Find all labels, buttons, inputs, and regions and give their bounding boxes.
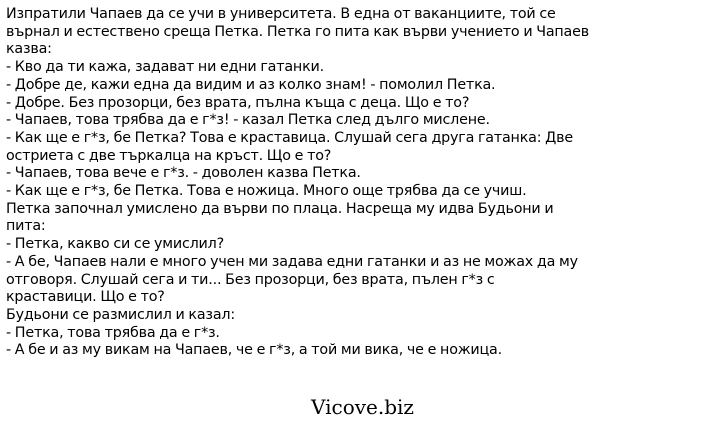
joke-line: - Как ще е г*з, бе Петка. Това е ножица. Много още трябва да се учиш. (6, 183, 527, 200)
joke-line: върнал и естествено среща Петка. Петка го пита как върви учението и Чапаев (6, 23, 589, 40)
joke-line: - Кво да ти кажа, задават ни едни гатанки. (6, 59, 324, 76)
joke-line: - Как ще е г*з, бе Петка? Това е краставица. Слушай сега друга гатанка: Две (6, 129, 573, 146)
joke-line: Будьони се размислил и казал: (6, 306, 235, 323)
joke-line: казва: (6, 41, 52, 58)
joke-line: - Добре. Без прозорци, без врата, пълна къща с деца. Що е то? (6, 94, 470, 111)
joke-line: - Чапаев, това вече е г*з. - доволен казва Петка. (6, 165, 361, 182)
joke-line: отговоря. Слушай сега и ти... Без прозорци, без врата, пълен г*з с (6, 271, 495, 288)
joke-line: - Петка, какво си се умислил? (6, 236, 224, 253)
joke-line: краставици. Що е то? (6, 289, 165, 306)
joke-line: Петка започнал умислено да върви по плаца. Насреща му идва Будьони и (6, 200, 554, 217)
joke-line: - Чапаев, това трябва да е г*з! - казал Петка след дълго мислене. (6, 112, 490, 129)
joke-line: Изпратили Чапаев да се учи в университета. В една от ваканциите, той се (6, 6, 556, 22)
joke-line: - Добре де, кажи една да видим и аз колко знам! - помолил Петка. (6, 76, 496, 93)
joke-line: - Петка, това трябва да е г*з. (6, 324, 220, 341)
joke-line: остриета с две търкалца на кръст. Що е то? (6, 147, 332, 164)
joke-line: - А бе и аз му викам на Чапаев, че е г*з, а той ми вика, че е ножица. (6, 342, 502, 359)
joke-line: пита: (6, 218, 46, 235)
joke-text (6, 6, 718, 360)
joke-line: - А бе, Чапаев нали е много учен ми задава едни гатанки и аз не можах да му (6, 253, 578, 270)
site-watermark: Vicove.biz (311, 395, 414, 419)
